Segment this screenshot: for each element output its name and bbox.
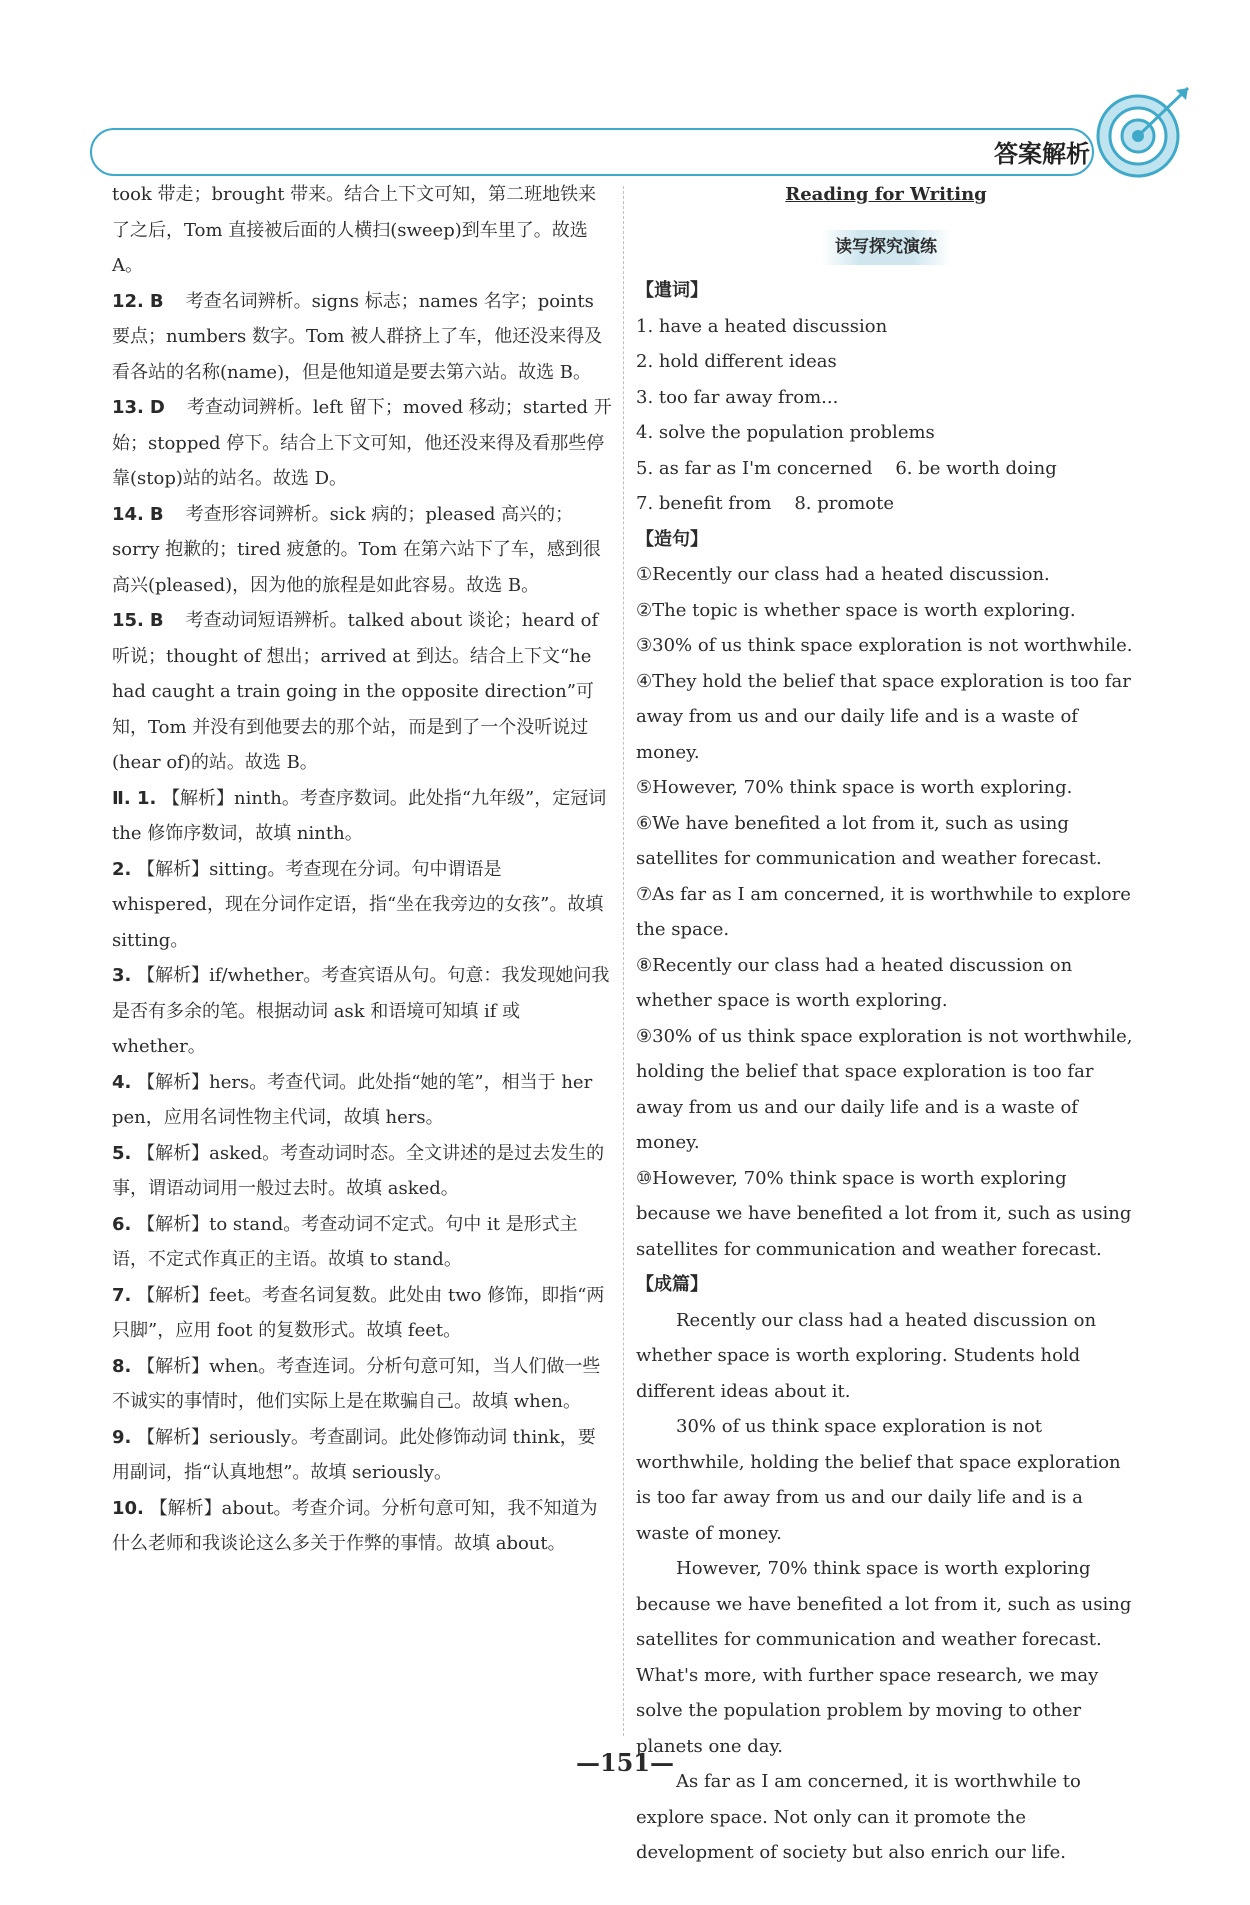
part2-item-2	[112, 852, 612, 959]
sub-title	[636, 229, 1136, 266]
item-number: 3.	[112, 965, 132, 986]
vocab-item: 7. benefit from 8. promote	[636, 493, 894, 514]
item-text: 【解析】seriously。考查副词。此处修饰动词 think，要用副词，指“认真地想”。故填 seriously。	[112, 1426, 596, 1483]
item-text: 【解析】hers。考查代词。此处指“她的笔”，相当于 her pen，应用名词性物主代词，故填 hers。	[112, 1071, 593, 1128]
answer-item-13	[112, 390, 612, 497]
part2-item-7	[112, 1278, 612, 1349]
item-text: 【解析】when。考查连词。分析句意可知，当人们做一些不诚实的事情时，他们实际上是在欺骗自己。故填 when。	[112, 1355, 601, 1412]
sentence-item: ④They hold the belief that space exploration is too far away from us and our daily life and is a waste of money.	[636, 670, 1131, 763]
part2-item-8	[112, 1349, 612, 1420]
item-answer: D	[149, 397, 165, 418]
sentence-item: ③30% of us think space exploration is not worthwhile.	[636, 635, 1133, 656]
item-text: 考查动词短语辨析。talked about 谈论；heard of 听说；thought of 想出；arrived at 到达。结合上下文“he had caught a train going in the opposite direction”可知，Tom 并没有到他要去的那个站，而是到了一个没听说过(hear of)的站。故选 B。	[112, 610, 599, 773]
item-text: 考查形容词辨析。sick 病的；pleased 高兴的；sorry 抱歉的；tired 疲惫的。Tom 在第六站下了车，感到很高兴(pleased)，因为他的旅程是如此容易。故选 B。	[112, 503, 601, 596]
vocab-item: 3. too far away from...	[636, 386, 839, 408]
sentence-item: ⑦As far as I am concerned, it is worthwhile to explore the space.	[636, 883, 1131, 940]
item-number: 8.	[112, 1355, 132, 1377]
item-answer: B	[149, 503, 164, 525]
essay-paragraph: Recently our class had a heated discussion on whether space is worth exploring. Students hold different ideas about it.	[636, 1309, 1097, 1402]
essay-paragraph: 30% of us think space exploration is not worthwhile, holding the belief that space exploration is too far away from us and our daily life and is a waste of money.	[636, 1416, 1121, 1544]
item-number: 14.	[112, 503, 144, 525]
item-number: 2.	[112, 858, 132, 880]
answer-item-14	[112, 497, 612, 604]
part2-item-10	[112, 1491, 612, 1562]
item-number: 13.	[112, 397, 144, 418]
answer-item-15	[112, 603, 612, 781]
sentence-item: ⑨30% of us think space exploration is not worthwhile, holding the belief that space exploration is too far away from us and our daily life and is a waste of money.	[636, 1025, 1133, 1153]
sub-title-text: 读写探究演练	[821, 230, 951, 266]
answer-item-12	[112, 284, 612, 391]
item-answer: B	[149, 610, 164, 631]
item-text: 【解析】to stand。考查动词不定式。句中 it 是形式主语，不定式作真正的主语。故填 to stand。	[112, 1213, 578, 1270]
part2-item-6	[112, 1207, 612, 1278]
item-number: 15.	[112, 610, 144, 631]
item-number: 9.	[112, 1426, 132, 1448]
item-number: 4.	[112, 1071, 132, 1093]
sentence-item: ⑤However, 70% think space is worth exploring.	[636, 777, 1073, 798]
item-number: 6.	[112, 1213, 132, 1235]
part2-item-3	[112, 958, 612, 1065]
page-number: —151—	[575, 1748, 675, 1777]
part2-item-4	[112, 1065, 612, 1136]
part2-item-5	[112, 1136, 612, 1207]
vocab-item: 2. hold different ideas	[636, 351, 837, 372]
header-title: 答案解析	[994, 140, 1090, 168]
column-divider	[623, 186, 624, 1736]
sentence-item: ⑥We have benefited a lot from it, such as using satellites for communication and weather forecast.	[636, 812, 1102, 869]
item-text: 【解析】if/whether。考查宾语从句。句意：我发现她问我是否有多余的笔。根据动词 ask 和语境可知填 if 或 whether。	[112, 965, 610, 1057]
item-text: 考查动词辨析。left 留下；moved 移动；started 开始；stopped 停下。结合上下文可知，他还没来得及看那些停靠(stop)站的站名。故选 D。	[112, 397, 612, 489]
item-text: 【解析】feet。考查名词复数。此处由 two 修饰，即指“两只脚”，应用 foot 的复数形式。故填 feet。	[112, 1284, 605, 1341]
essay-paragraph: However, 70% think space is worth exploring because we have benefited a lot from it, such as using satellites for communication and weather forecast. What's more, with further space research, we may solve the population problem by moving to other planets one day.	[636, 1558, 1132, 1757]
item-text: 【解析】about。考查介词。分析句意可知，我不知道为什么老师和我谈论这么多关于作弊的事情。故填 about。	[112, 1497, 598, 1554]
vocab-item: 4. solve the population problems	[636, 422, 935, 443]
vocab-item: 5. as far as I'm concerned 6. be worth doing	[636, 457, 1057, 479]
vocab-tag: 【遣词】	[636, 280, 708, 301]
essay-paragraph: As far as I am concerned, it is worthwhile to explore space. Not only can it promote the development of society but also enrich our life.	[636, 1771, 1081, 1863]
item-number: Ⅱ. 1.	[112, 787, 157, 809]
item-number: 7.	[112, 1284, 132, 1306]
sentence-item: ⑧Recently our class had a heated discussion on whether space is worth exploring.	[636, 954, 1073, 1011]
right-column	[636, 177, 1136, 1871]
sentence-item: ⑩However, 70% think space is worth exploring because we have benefited a lot from it, such as using satellites for communication and weather forecast.	[636, 1167, 1132, 1260]
left-intro: took 带走；brought 带来。结合上下文可知，第二班地铁来了之后，Tom 直接被后面的人横扫(sweep)到车里了。故选 A。	[112, 184, 597, 276]
left-column	[112, 177, 612, 1562]
item-number: 5.	[112, 1142, 132, 1164]
item-number: 12.	[112, 290, 144, 312]
item-text: 【解析】ninth。考查序数词。此处指“九年级”，定冠词 the 修饰序数词，故填 ninth。	[112, 787, 607, 844]
item-text: 【解析】sitting。考查现在分词。句中谓语是 whispered，现在分词作定语，指“坐在我旁边的女孩”。故填 sitting。	[112, 858, 604, 951]
header-bar	[90, 128, 1094, 176]
vocab-item: 1. have a heated discussion	[636, 315, 888, 337]
essay-tag: 【成篇】	[636, 1274, 708, 1295]
item-text: 考查名词辨析。signs 标志；names 名字；points 要点；numbers 数字。Tom 被人群挤上了车，他还没来得及看各站的名称(name)，但是他知道是要去第六站。故选 B。	[112, 290, 603, 383]
part2-item-9	[112, 1420, 612, 1491]
item-number: 10.	[112, 1497, 144, 1519]
sentence-item: ②The topic is whether space is worth exploring.	[636, 599, 1076, 621]
item-text: 【解析】asked。考查动词时态。全文讲述的是过去发生的事，谓语动词用一般过去时。故填 asked。	[112, 1142, 605, 1199]
part2-item-1	[112, 781, 612, 852]
section-title: Reading for Writing	[785, 184, 987, 205]
sentence-item: ①Recently our class had a heated discussion.	[636, 564, 1050, 585]
sentence-tag: 【造句】	[636, 528, 708, 550]
item-answer: B	[149, 290, 164, 312]
target-arrow-icon	[1080, 78, 1200, 178]
